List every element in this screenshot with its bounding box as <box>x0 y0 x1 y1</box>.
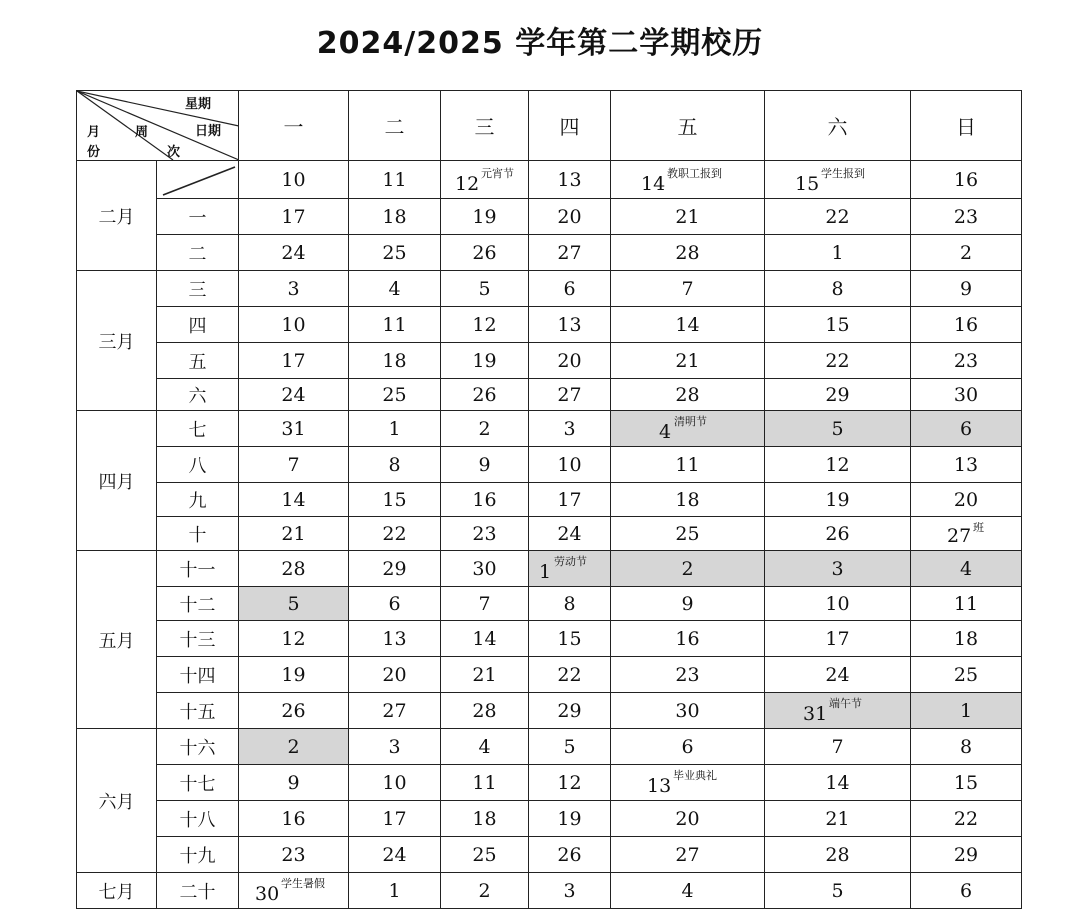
day-cell-with-note <box>239 873 349 909</box>
day-cell: 13 <box>911 447 1022 483</box>
day-cell: 11 <box>441 765 529 801</box>
day-cell: 18 <box>611 483 765 517</box>
day-cell: 24 <box>239 235 349 271</box>
day-cell: 11 <box>349 161 441 199</box>
day-cell: 2 <box>441 873 529 909</box>
day-note: 班 <box>973 521 984 534</box>
month-label: 五月 <box>77 551 157 729</box>
day-cell: 17 <box>765 621 911 657</box>
day-cell: 10 <box>349 765 441 801</box>
day-cell: 6 <box>611 729 765 765</box>
day-cell: 14 <box>765 765 911 801</box>
day-cell-with-note <box>611 765 765 801</box>
week-number: 二十 <box>157 873 239 909</box>
week-row <box>77 801 1022 837</box>
day-cell: 20 <box>349 657 441 693</box>
day-cell: 17 <box>349 801 441 837</box>
day-cell: 18 <box>441 801 529 837</box>
day-cell: 28 <box>239 551 349 587</box>
calendar-body <box>77 161 1022 909</box>
week-number-blank <box>157 161 239 199</box>
day-cell: 1 <box>349 411 441 447</box>
day-cell: 2 <box>239 729 349 765</box>
day-cell: 19 <box>765 483 911 517</box>
day-cell: 28 <box>765 837 911 873</box>
day-cell: 30 <box>441 551 529 587</box>
day-cell: 3 <box>239 271 349 307</box>
day-cell: 23 <box>239 837 349 873</box>
day-cell: 29 <box>911 837 1022 873</box>
day-cell: 18 <box>911 621 1022 657</box>
day-cell: 19 <box>239 657 349 693</box>
day-cell: 10 <box>239 161 349 199</box>
day-cell: 15 <box>529 621 611 657</box>
corner-header <box>77 91 239 161</box>
day-cell: 16 <box>611 621 765 657</box>
day-cell: 6 <box>349 587 441 621</box>
day-cell: 4 <box>441 729 529 765</box>
week-row <box>77 765 1022 801</box>
day-cell: 26 <box>441 379 529 411</box>
day-cell: 5 <box>441 271 529 307</box>
day-cell: 22 <box>529 657 611 693</box>
day-cell: 9 <box>441 447 529 483</box>
week-row <box>77 411 1022 447</box>
day-cell: 25 <box>441 837 529 873</box>
day-note: 元宵节 <box>481 167 514 180</box>
day-number: 27 <box>947 525 972 547</box>
day-cell: 22 <box>765 199 911 235</box>
week-row <box>77 517 1022 551</box>
week-row <box>77 483 1022 517</box>
week-row <box>77 161 1022 199</box>
day-cell: 1 <box>911 693 1022 729</box>
day-cell: 20 <box>911 483 1022 517</box>
week-number: 五 <box>157 343 239 379</box>
week-number: 十六 <box>157 729 239 765</box>
day-number: 4 <box>659 421 672 443</box>
week-row <box>77 729 1022 765</box>
day-cell: 19 <box>529 801 611 837</box>
day-cell: 20 <box>529 199 611 235</box>
day-cell: 12 <box>441 307 529 343</box>
school-calendar-table <box>76 90 1022 909</box>
week-row <box>77 693 1022 729</box>
day-cell: 21 <box>765 801 911 837</box>
calendar-title: 2024/2025 学年第二学期校历 <box>316 26 764 61</box>
day-cell: 7 <box>765 729 911 765</box>
day-cell: 12 <box>529 765 611 801</box>
week-row <box>77 587 1022 621</box>
day-cell: 6 <box>529 271 611 307</box>
week-row <box>77 271 1022 307</box>
day-note: 端午节 <box>829 697 862 710</box>
day-cell: 26 <box>239 693 349 729</box>
weekday-sat: 六 <box>765 91 911 161</box>
day-cell: 19 <box>441 343 529 379</box>
day-cell: 21 <box>239 517 349 551</box>
day-cell: 4 <box>349 271 441 307</box>
day-cell-with-note <box>529 551 611 587</box>
week-number: 十五 <box>157 693 239 729</box>
month-label: 三月 <box>77 271 157 411</box>
day-cell-with-note <box>611 411 765 447</box>
day-note: 学生暑假 <box>281 877 325 890</box>
day-cell: 8 <box>349 447 441 483</box>
day-number: 1 <box>539 561 552 583</box>
week-number: 十二 <box>157 587 239 621</box>
day-cell: 9 <box>611 587 765 621</box>
day-note: 清明节 <box>674 415 707 428</box>
day-cell: 21 <box>611 199 765 235</box>
day-cell: 18 <box>349 343 441 379</box>
day-number: 31 <box>803 703 828 725</box>
day-cell: 14 <box>441 621 529 657</box>
day-cell: 3 <box>349 729 441 765</box>
day-cell: 27 <box>349 693 441 729</box>
week-number: 十七 <box>157 765 239 801</box>
day-number: 13 <box>647 775 672 797</box>
day-cell: 23 <box>611 657 765 693</box>
day-cell: 20 <box>529 343 611 379</box>
week-row <box>77 873 1022 909</box>
day-cell: 25 <box>611 517 765 551</box>
week-row <box>77 343 1022 379</box>
week-number: 七 <box>157 411 239 447</box>
day-cell: 1 <box>349 873 441 909</box>
week-number: 十三 <box>157 621 239 657</box>
week-number: 十一 <box>157 551 239 587</box>
day-number: 30 <box>255 883 280 905</box>
day-cell-with-note <box>611 161 765 199</box>
week-number: 十八 <box>157 801 239 837</box>
day-cell: 24 <box>239 379 349 411</box>
day-cell: 17 <box>239 343 349 379</box>
day-cell: 6 <box>911 411 1022 447</box>
month-label: 二月 <box>77 161 157 271</box>
slash-line <box>157 161 239 199</box>
week-row <box>77 199 1022 235</box>
day-cell: 29 <box>349 551 441 587</box>
day-cell: 20 <box>611 801 765 837</box>
week-number: 三 <box>157 271 239 307</box>
day-cell: 7 <box>239 447 349 483</box>
day-cell: 26 <box>765 517 911 551</box>
day-cell: 12 <box>765 447 911 483</box>
day-cell-with-note <box>765 161 911 199</box>
day-cell: 28 <box>441 693 529 729</box>
weekday-thu: 四 <box>529 91 611 161</box>
week-number: 四 <box>157 307 239 343</box>
day-cell: 13 <box>529 307 611 343</box>
day-cell: 27 <box>529 379 611 411</box>
week-number: 十 <box>157 517 239 551</box>
day-cell: 13 <box>529 161 611 199</box>
day-cell: 6 <box>911 873 1022 909</box>
day-note: 学生报到 <box>821 167 865 180</box>
week-number: 八 <box>157 447 239 483</box>
day-cell-with-note <box>911 517 1022 551</box>
month-label: 四月 <box>77 411 157 551</box>
day-cell: 11 <box>911 587 1022 621</box>
weekday-wed: 三 <box>441 91 529 161</box>
day-cell: 16 <box>441 483 529 517</box>
day-cell: 19 <box>441 199 529 235</box>
day-cell: 17 <box>529 483 611 517</box>
day-cell: 22 <box>349 517 441 551</box>
day-cell: 15 <box>765 307 911 343</box>
day-cell: 21 <box>441 657 529 693</box>
day-cell: 10 <box>239 307 349 343</box>
day-cell: 22 <box>911 801 1022 837</box>
corner-date-label: 日期 <box>195 124 222 139</box>
day-cell: 23 <box>911 343 1022 379</box>
day-cell-with-note <box>765 693 911 729</box>
week-row <box>77 447 1022 483</box>
day-cell: 3 <box>529 873 611 909</box>
day-cell: 31 <box>239 411 349 447</box>
day-number: 14 <box>641 173 666 195</box>
week-row <box>77 551 1022 587</box>
day-cell-with-note <box>441 161 529 199</box>
day-cell: 10 <box>765 587 911 621</box>
day-cell: 25 <box>349 379 441 411</box>
weekday-sun: 日 <box>911 91 1022 161</box>
day-cell: 9 <box>911 271 1022 307</box>
day-cell: 2 <box>611 551 765 587</box>
day-cell: 8 <box>765 271 911 307</box>
day-cell: 24 <box>765 657 911 693</box>
week-number: 十九 <box>157 837 239 873</box>
week-row <box>77 379 1022 411</box>
day-cell: 3 <box>765 551 911 587</box>
day-cell: 13 <box>349 621 441 657</box>
corner-week-label-2: 次 <box>167 145 181 160</box>
day-cell: 23 <box>911 199 1022 235</box>
weekday-mon: 一 <box>239 91 349 161</box>
day-cell: 5 <box>765 411 911 447</box>
day-cell: 16 <box>239 801 349 837</box>
week-row <box>77 307 1022 343</box>
day-cell: 17 <box>239 199 349 235</box>
day-cell: 8 <box>911 729 1022 765</box>
day-cell: 8 <box>529 587 611 621</box>
week-row <box>77 657 1022 693</box>
day-cell: 28 <box>611 379 765 411</box>
day-cell: 29 <box>765 379 911 411</box>
day-number: 12 <box>455 173 480 195</box>
day-cell: 25 <box>911 657 1022 693</box>
day-note: 毕业典礼 <box>673 769 717 782</box>
day-cell: 3 <box>529 411 611 447</box>
day-cell: 15 <box>911 765 1022 801</box>
day-cell: 5 <box>529 729 611 765</box>
day-cell: 7 <box>441 587 529 621</box>
day-cell: 14 <box>239 483 349 517</box>
corner-month-label-2: 份 <box>87 145 101 160</box>
week-number: 一 <box>157 199 239 235</box>
day-cell: 2 <box>911 235 1022 271</box>
day-cell: 23 <box>441 517 529 551</box>
day-cell: 5 <box>765 873 911 909</box>
day-cell: 27 <box>611 837 765 873</box>
day-cell: 16 <box>911 307 1022 343</box>
day-cell: 14 <box>611 307 765 343</box>
day-cell: 21 <box>611 343 765 379</box>
day-cell: 27 <box>529 235 611 271</box>
day-cell: 24 <box>349 837 441 873</box>
day-cell: 4 <box>911 551 1022 587</box>
day-note: 劳动节 <box>554 555 587 568</box>
day-note: 教职工报到 <box>667 167 722 180</box>
weekday-tue: 二 <box>349 91 441 161</box>
day-cell: 4 <box>611 873 765 909</box>
month-label: 六月 <box>77 729 157 873</box>
day-cell: 26 <box>441 235 529 271</box>
week-number: 九 <box>157 483 239 517</box>
day-cell: 16 <box>911 161 1022 199</box>
week-row <box>77 621 1022 657</box>
corner-weekday-label: 星期 <box>185 97 212 112</box>
day-cell: 28 <box>611 235 765 271</box>
day-cell: 24 <box>529 517 611 551</box>
day-cell: 22 <box>765 343 911 379</box>
day-cell: 9 <box>239 765 349 801</box>
week-number: 十四 <box>157 657 239 693</box>
header-row <box>77 91 1022 161</box>
day-cell: 11 <box>349 307 441 343</box>
day-cell: 30 <box>611 693 765 729</box>
day-cell: 30 <box>911 379 1022 411</box>
day-cell: 25 <box>349 235 441 271</box>
day-cell: 15 <box>349 483 441 517</box>
week-row <box>77 235 1022 271</box>
day-number: 15 <box>795 173 820 195</box>
day-cell: 11 <box>611 447 765 483</box>
week-number: 二 <box>157 235 239 271</box>
day-cell: 26 <box>529 837 611 873</box>
day-cell: 2 <box>441 411 529 447</box>
week-number: 六 <box>157 379 239 411</box>
day-cell: 10 <box>529 447 611 483</box>
weekday-fri: 五 <box>611 91 765 161</box>
day-cell: 5 <box>239 587 349 621</box>
day-cell: 18 <box>349 199 441 235</box>
corner-month-label: 月 <box>87 125 101 140</box>
month-label: 七月 <box>77 873 157 909</box>
corner-week-label: 周 <box>135 125 149 140</box>
day-cell: 12 <box>239 621 349 657</box>
week-row <box>77 837 1022 873</box>
day-cell: 29 <box>529 693 611 729</box>
day-cell: 1 <box>765 235 911 271</box>
day-cell: 7 <box>611 271 765 307</box>
